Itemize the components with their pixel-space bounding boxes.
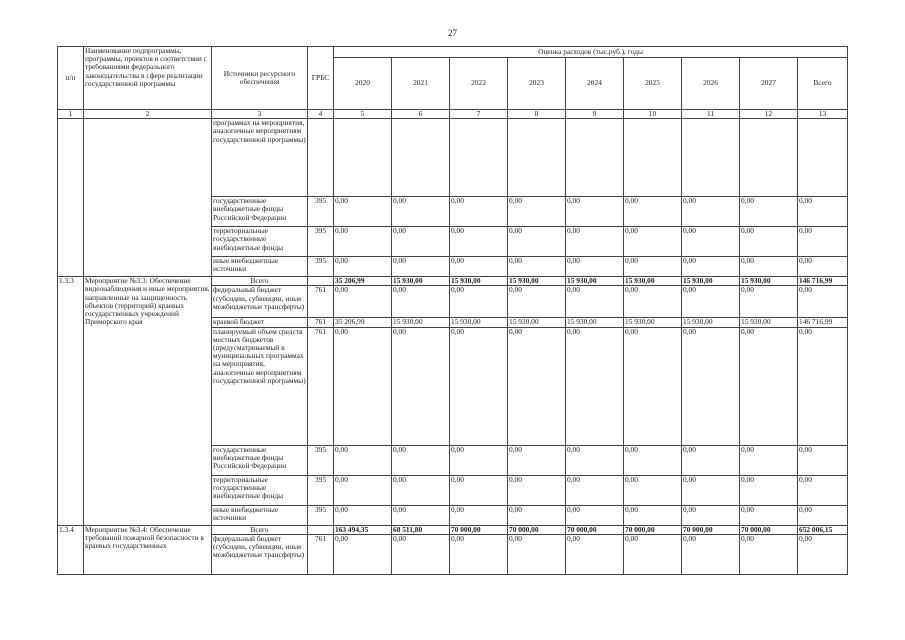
value-cell: 0,00 xyxy=(450,227,508,257)
grbs-code: 395 xyxy=(308,475,334,505)
value-cell: 0,00 xyxy=(682,475,740,505)
value-cell: 0,00 xyxy=(624,286,682,318)
header-year-3: 2023 xyxy=(508,58,566,110)
row-number xyxy=(58,119,84,277)
value-cell: 0,00 xyxy=(624,227,682,257)
header-year-7: 2027 xyxy=(740,58,798,110)
expenditure-table xyxy=(57,46,848,575)
value-cell: 0,00 xyxy=(798,445,848,475)
value-cell: 0,00 xyxy=(740,534,798,574)
value-cell: 0,00 xyxy=(450,505,508,525)
value-cell xyxy=(740,119,798,197)
value-cell: 0,00 xyxy=(508,197,566,227)
value-cell: 0,00 xyxy=(682,227,740,257)
value-cell: 15 930,00 xyxy=(682,277,740,286)
value-cell: 70 000,00 xyxy=(566,525,624,534)
value-cell: 0,00 xyxy=(798,475,848,505)
value-cell: 0,00 xyxy=(334,257,392,277)
value-cell: 15 930,00 xyxy=(624,277,682,286)
value-cell: 15 930,00 xyxy=(450,277,508,286)
value-cell: 0,00 xyxy=(566,475,624,505)
header-year-2: 2022 xyxy=(450,58,508,110)
value-cell: 0,00 xyxy=(334,197,392,227)
header-year-5: 2025 xyxy=(624,58,682,110)
funding-source: краевой бюджет xyxy=(212,318,308,327)
table-row xyxy=(58,119,848,197)
value-cell: 35 206,99 xyxy=(334,277,392,286)
value-cell: 0,00 xyxy=(508,475,566,505)
value-cell: 0,00 xyxy=(624,445,682,475)
value-cell: 0,00 xyxy=(566,327,624,445)
value-cell: 0,00 xyxy=(450,286,508,318)
row-number: 1.3.3 xyxy=(58,277,84,525)
value-cell: 15 930,00 xyxy=(508,318,566,327)
value-cell: 70 000,00 xyxy=(682,525,740,534)
value-cell: 0,00 xyxy=(798,286,848,318)
value-cell: 0,00 xyxy=(334,327,392,445)
value-cell: 70 000,00 xyxy=(624,525,682,534)
value-cell: 0,00 xyxy=(682,505,740,525)
value-cell: 70 000,00 xyxy=(450,525,508,534)
column-number-1: 1 xyxy=(58,110,84,119)
value-cell: 15 930,00 xyxy=(740,277,798,286)
column-number-6: 6 xyxy=(392,110,450,119)
value-cell: 0,00 xyxy=(740,505,798,525)
column-number-11: 11 xyxy=(682,110,740,119)
value-cell: 0,00 xyxy=(334,227,392,257)
value-cell: 0,00 xyxy=(566,445,624,475)
value-cell: 0,00 xyxy=(392,257,450,277)
value-cell: 0,00 xyxy=(334,286,392,318)
column-number-5: 5 xyxy=(334,110,392,119)
funding-source: государственные внебюджетные фонды Российской Федерации xyxy=(212,197,308,227)
value-cell: 146 716,99 xyxy=(798,318,848,327)
value-cell: 0,00 xyxy=(740,327,798,445)
value-cell: 0,00 xyxy=(392,327,450,445)
value-cell: 0,00 xyxy=(740,286,798,318)
value-cell: 163 494,35 xyxy=(334,525,392,534)
header-year-0: 2020 xyxy=(334,58,392,110)
value-cell: 0,00 xyxy=(566,534,624,574)
funding-source: Всего xyxy=(212,525,308,534)
value-cell: 0,00 xyxy=(508,327,566,445)
value-cell xyxy=(566,119,624,197)
value-cell: 0,00 xyxy=(392,286,450,318)
value-cell: 0,00 xyxy=(508,505,566,525)
value-cell: 70 000,00 xyxy=(508,525,566,534)
value-cell: 70 000,00 xyxy=(740,525,798,534)
grbs-code: 395 xyxy=(308,197,334,227)
grbs-code: 761 xyxy=(308,327,334,445)
value-cell: 0,00 xyxy=(450,257,508,277)
value-cell: 0,00 xyxy=(624,257,682,277)
value-cell: 68 511,80 xyxy=(392,525,450,534)
value-cell: 0,00 xyxy=(334,505,392,525)
row-number: 1.3.4 xyxy=(58,525,84,574)
column-number-9: 9 xyxy=(566,110,624,119)
funding-source: планируемый объем средств местных бюджетов (предусматриваемый в муниципальных программах на мероприятия, аналогичные мероприятиям государственной программы) xyxy=(212,327,308,445)
value-cell: 0,00 xyxy=(392,505,450,525)
grbs-code: 395 xyxy=(308,257,334,277)
value-cell: 0,00 xyxy=(508,257,566,277)
measure-name xyxy=(84,119,212,277)
value-cell: 0,00 xyxy=(508,286,566,318)
value-cell: 15 930,00 xyxy=(682,318,740,327)
value-cell xyxy=(624,119,682,197)
header-name: Наименование подпрограммы, программы, проектов в соответствии с требованиями федерального законодательства в сфере реализации государственной программы xyxy=(84,47,212,110)
value-cell: 0,00 xyxy=(450,475,508,505)
value-cell: 0,00 xyxy=(740,227,798,257)
funding-source: территориальные государственные внебюджетные фонды xyxy=(212,227,308,257)
measure-name: Мероприятие №3.4: Обеспечение требований пожарной безопасности в краевых государственных xyxy=(84,525,212,574)
column-number-12: 12 xyxy=(740,110,798,119)
header-num: п/п xyxy=(58,47,84,110)
value-cell: 652 006,15 xyxy=(798,525,848,534)
value-cell: 0,00 xyxy=(624,475,682,505)
column-number-7: 7 xyxy=(450,110,508,119)
value-cell: 15 930,00 xyxy=(740,318,798,327)
grbs-code: 761 xyxy=(308,534,334,574)
value-cell: 0,00 xyxy=(508,445,566,475)
value-cell: 0,00 xyxy=(392,445,450,475)
value-cell: 0,00 xyxy=(450,445,508,475)
funding-source: территориальные государственные внебюджетные фонды xyxy=(212,475,308,505)
header-estimate: Оценка расходов (тыс.руб.), годы xyxy=(334,47,848,58)
value-cell: 0,00 xyxy=(682,534,740,574)
funding-source: Всего xyxy=(212,277,308,286)
value-cell: 0,00 xyxy=(798,505,848,525)
header-year-6: 2026 xyxy=(682,58,740,110)
value-cell: 0,00 xyxy=(798,534,848,574)
value-cell: 15 930,00 xyxy=(508,277,566,286)
value-cell: 0,00 xyxy=(682,257,740,277)
value-cell: 0,00 xyxy=(740,475,798,505)
value-cell: 0,00 xyxy=(740,257,798,277)
header-grbs: ГРБС xyxy=(308,47,334,110)
funding-source: государственные внебюджетные фонды Российской Федерации xyxy=(212,445,308,475)
value-cell: 0,00 xyxy=(798,227,848,257)
value-cell: 0,00 xyxy=(334,534,392,574)
value-cell xyxy=(682,119,740,197)
grbs-code: 395 xyxy=(308,505,334,525)
value-cell: 15 930,00 xyxy=(450,318,508,327)
grbs-code xyxy=(308,525,334,534)
value-cell: 0,00 xyxy=(450,327,508,445)
value-cell: 0,00 xyxy=(566,197,624,227)
value-cell: 0,00 xyxy=(682,445,740,475)
value-cell: 15 930,00 xyxy=(392,318,450,327)
value-cell: 15 930,00 xyxy=(566,277,624,286)
value-cell: 35 206,99 xyxy=(334,318,392,327)
value-cell: 0,00 xyxy=(334,475,392,505)
measure-name: Мероприятие №3.3: Обеспечение видеонаблюдения и иные мероприятия, направленные на защищенность объектов (территорий) краевых государственных учреждений Приморского края xyxy=(84,277,212,525)
value-cell: 0,00 xyxy=(682,197,740,227)
value-cell: 15 930,00 xyxy=(566,318,624,327)
value-cell: 0,00 xyxy=(798,327,848,445)
value-cell xyxy=(508,119,566,197)
value-cell: 0,00 xyxy=(450,534,508,574)
page-number: 27 xyxy=(448,28,457,38)
value-cell: 0,00 xyxy=(392,227,450,257)
table-row xyxy=(58,525,848,534)
value-cell: 0,00 xyxy=(508,227,566,257)
funding-source: иные внебюджетные источники xyxy=(212,505,308,525)
value-cell: 0,00 xyxy=(682,327,740,445)
value-cell: 0,00 xyxy=(624,505,682,525)
funding-source: федеральный бюджет (субсидии, субвенции, иные межбюджетные трансферты) xyxy=(212,534,308,574)
value-cell: 0,00 xyxy=(508,534,566,574)
value-cell: 0,00 xyxy=(566,286,624,318)
value-cell: 146 716,99 xyxy=(798,277,848,286)
value-cell: 0,00 xyxy=(392,534,450,574)
table-row xyxy=(58,277,848,286)
column-number-10: 10 xyxy=(624,110,682,119)
column-number-8: 8 xyxy=(508,110,566,119)
grbs-code: 395 xyxy=(308,445,334,475)
value-cell: 15 930,00 xyxy=(392,277,450,286)
column-number-13: 13 xyxy=(798,110,848,119)
column-number-2: 2 xyxy=(84,110,212,119)
grbs-code: 395 xyxy=(308,227,334,257)
value-cell: 0,00 xyxy=(334,445,392,475)
funding-source: федеральный бюджет (субсидии, субвенции, иные межбюджетные трансферты) xyxy=(212,286,308,318)
header-source: Источники ресурсного обеспечения xyxy=(212,47,308,110)
grbs-code xyxy=(308,119,334,197)
value-cell: 0,00 xyxy=(450,197,508,227)
value-cell: 0,00 xyxy=(566,257,624,277)
value-cell xyxy=(798,119,848,197)
value-cell: 0,00 xyxy=(740,197,798,227)
value-cell: 0,00 xyxy=(624,534,682,574)
value-cell: 0,00 xyxy=(682,286,740,318)
funding-source: иные внебюджетные источники xyxy=(212,257,308,277)
column-number-3: 3 xyxy=(212,110,308,119)
header-year-8: Всего xyxy=(798,58,848,110)
value-cell: 0,00 xyxy=(740,445,798,475)
value-cell: 15 930,00 xyxy=(624,318,682,327)
value-cell: 0,00 xyxy=(798,257,848,277)
value-cell xyxy=(450,119,508,197)
value-cell: 0,00 xyxy=(798,197,848,227)
value-cell: 0,00 xyxy=(392,197,450,227)
value-cell xyxy=(392,119,450,197)
funding-source: программах на мероприятия, аналогичные мероприятиям государственной программы) xyxy=(212,119,308,197)
value-cell: 0,00 xyxy=(624,327,682,445)
value-cell xyxy=(334,119,392,197)
value-cell: 0,00 xyxy=(566,505,624,525)
grbs-code: 761 xyxy=(308,318,334,327)
header-year-1: 2021 xyxy=(392,58,450,110)
value-cell: 0,00 xyxy=(624,197,682,227)
header-year-4: 2024 xyxy=(566,58,624,110)
column-number-4: 4 xyxy=(308,110,334,119)
grbs-code: 761 xyxy=(308,286,334,318)
grbs-code xyxy=(308,277,334,286)
value-cell: 0,00 xyxy=(392,475,450,505)
value-cell: 0,00 xyxy=(566,227,624,257)
